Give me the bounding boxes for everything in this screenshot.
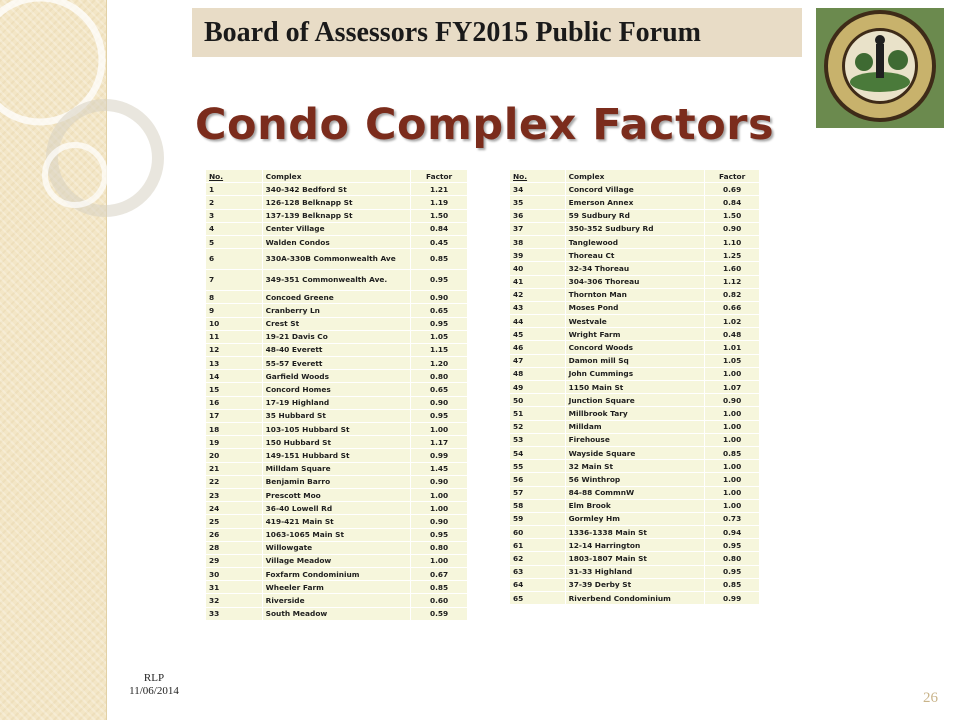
cell-no: 23 (206, 488, 263, 501)
cell-complex: 330A-330B Commonwealth Ave (262, 249, 411, 270)
cell-no: 15 (206, 383, 263, 396)
cell-complex: 59 Sudbury Rd (565, 209, 705, 222)
cell-no: 9 (206, 304, 263, 317)
cell-no: 30 (206, 568, 263, 581)
slide-title: Condo Complex Factors (195, 100, 775, 150)
table-row (510, 275, 760, 288)
cell-factor: 1.15 (411, 343, 468, 356)
cell-complex: Concord Woods (565, 341, 705, 354)
cell-factor: 0.73 (705, 512, 760, 525)
cell-complex: 126-128 Belknapp St (262, 196, 411, 209)
cell-complex: 17-19 Highland (262, 396, 411, 409)
cell-no: 17 (206, 409, 263, 422)
column-header-no: No. (206, 170, 263, 183)
cell-complex: Garfield Woods (262, 370, 411, 383)
cell-factor: 0.94 (705, 526, 760, 539)
cell-no: 63 (510, 565, 566, 578)
cell-factor: 0.80 (411, 370, 468, 383)
cell-no: 3 (206, 209, 263, 222)
cell-no: 22 (206, 475, 263, 488)
cell-no: 56 (510, 473, 566, 486)
cell-no: 33 (206, 607, 263, 620)
table-row (510, 301, 760, 314)
table-row (206, 436, 468, 449)
cell-no: 32 (206, 594, 263, 607)
table-row (206, 502, 468, 515)
cell-no: 12 (206, 343, 263, 356)
column-header-no: No. (510, 170, 566, 183)
cell-no: 35 (510, 196, 566, 209)
cell-no: 25 (206, 515, 263, 528)
table-row (510, 288, 760, 301)
cell-factor: 0.90 (411, 291, 468, 304)
table-row (510, 354, 760, 367)
cell-factor: 0.90 (411, 515, 468, 528)
cell-no: 36 (510, 209, 566, 222)
table-row (206, 488, 468, 501)
cell-no: 40 (510, 262, 566, 275)
cell-complex: 36-40 Lowell Rd (262, 502, 411, 515)
cell-complex: 84-88 CommnW (565, 486, 705, 499)
cell-factor: 0.90 (705, 394, 760, 407)
table-row (206, 462, 468, 475)
table-row (206, 449, 468, 462)
cell-no: 11 (206, 330, 263, 343)
cell-factor: 1.00 (705, 407, 760, 420)
cell-no: 55 (510, 460, 566, 473)
table-row (206, 249, 468, 270)
cell-complex: Firehouse (565, 433, 705, 446)
cell-factor: 1.00 (411, 423, 468, 436)
cell-no: 49 (510, 381, 566, 394)
table-row (510, 209, 760, 222)
cell-no: 13 (206, 357, 263, 370)
cell-complex: Milldam (565, 420, 705, 433)
cell-complex: Wayside Square (565, 446, 705, 459)
cell-complex: Concord Village (565, 183, 705, 196)
cell-no: 2 (206, 196, 263, 209)
table-row (510, 196, 760, 209)
table-header-row (206, 170, 468, 183)
cell-no: 29 (206, 554, 263, 567)
table-row (510, 367, 760, 380)
table-row (510, 394, 760, 407)
cell-no: 62 (510, 552, 566, 565)
cell-complex: 32-34 Thoreau (565, 262, 705, 275)
table-row (206, 423, 468, 436)
cell-no: 39 (510, 249, 566, 262)
cell-factor: 0.90 (411, 475, 468, 488)
cell-complex: 1150 Main St (565, 381, 705, 394)
cell-factor: 1.00 (705, 486, 760, 499)
page-number: 26 (923, 690, 938, 706)
cell-no: 41 (510, 275, 566, 288)
cell-factor: 1.05 (411, 330, 468, 343)
decorative-circles (0, 0, 180, 300)
table-row (206, 330, 468, 343)
table-row (510, 578, 760, 591)
cell-factor: 1.00 (705, 499, 760, 512)
cell-factor: 1.19 (411, 196, 468, 209)
cell-no: 38 (510, 235, 566, 248)
table-row (510, 235, 760, 248)
cell-complex: 350-352 Sudbury Rd (565, 222, 705, 235)
cell-factor: 1.50 (705, 209, 760, 222)
cell-factor: 0.84 (411, 222, 468, 235)
cell-factor: 1.00 (705, 420, 760, 433)
cell-factor: 0.99 (705, 592, 760, 605)
table-row (510, 565, 760, 578)
cell-complex: 55-57 Everett (262, 357, 411, 370)
table-row (510, 407, 760, 420)
cell-complex: Concoed Greene (262, 291, 411, 304)
cell-complex: Thornton Man (565, 288, 705, 301)
table-row (206, 222, 468, 235)
cell-complex: Moses Pond (565, 301, 705, 314)
cell-factor: 1.00 (705, 367, 760, 380)
cell-no: 31 (206, 581, 263, 594)
cell-factor: 0.95 (411, 528, 468, 541)
footer-author: RLP (143, 672, 165, 684)
table-row (206, 196, 468, 209)
cell-complex: Riverside (262, 594, 411, 607)
forum-title: Board of Assessors FY2015 Public Forum (192, 8, 802, 57)
column-header-factor: Factor (411, 170, 468, 183)
cell-factor: 0.90 (411, 396, 468, 409)
town-seal (816, 8, 944, 128)
cell-complex: Concord Homes (262, 383, 411, 396)
cell-no: 46 (510, 341, 566, 354)
cell-complex: 349-351 Commonwealth Ave. (262, 270, 411, 291)
cell-complex: 56 Winthrop (565, 473, 705, 486)
cell-no: 60 (510, 526, 566, 539)
table-row (206, 291, 468, 304)
cell-factor: 0.85 (705, 446, 760, 459)
footer-author-date (118, 672, 190, 698)
cell-no: 44 (510, 315, 566, 328)
cell-complex: Millbrook Tary (565, 407, 705, 420)
table-row (206, 317, 468, 330)
column-header-complex: Complex (565, 170, 705, 183)
table-row (510, 460, 760, 473)
cell-complex: Junction Square (565, 394, 705, 407)
cell-complex: Damon mill Sq (565, 354, 705, 367)
cell-no: 61 (510, 539, 566, 552)
cell-factor: 0.95 (411, 317, 468, 330)
cell-complex: 48-40 Everett (262, 343, 411, 356)
cell-complex: South Meadow (262, 607, 411, 620)
table-row (510, 446, 760, 459)
cell-complex: Westvale (565, 315, 705, 328)
cell-no: 18 (206, 423, 263, 436)
table-row (206, 383, 468, 396)
cell-factor: 0.95 (411, 270, 468, 291)
cell-complex: 1803-1807 Main St (565, 552, 705, 565)
cell-complex: Benjamin Barro (262, 475, 411, 488)
table-row (510, 315, 760, 328)
cell-complex: Riverbend Condominium (565, 592, 705, 605)
cell-factor: 1.12 (705, 275, 760, 288)
cell-factor: 0.85 (705, 578, 760, 591)
cell-complex: 137-139 Belknapp St (262, 209, 411, 222)
condo-factors-table-right (509, 169, 760, 605)
footer-date: 11/06/2014 (129, 685, 179, 697)
table-row (206, 581, 468, 594)
table-row (206, 528, 468, 541)
cell-no: 14 (206, 370, 263, 383)
cell-complex: Center Village (262, 222, 411, 235)
cell-factor: 0.85 (411, 249, 468, 270)
table-row (510, 183, 760, 196)
cell-complex: Crest St (262, 317, 411, 330)
cell-complex: 19-21 Davis Co (262, 330, 411, 343)
cell-no: 59 (510, 512, 566, 525)
cell-factor: 1.60 (705, 262, 760, 275)
table-row (510, 328, 760, 341)
cell-factor: 0.99 (411, 449, 468, 462)
cell-factor: 0.90 (705, 222, 760, 235)
cell-complex: 149-151 Hubbard St (262, 449, 411, 462)
table-row (206, 370, 468, 383)
cell-no: 48 (510, 367, 566, 380)
cell-no: 16 (206, 396, 263, 409)
cell-factor: 1.00 (411, 554, 468, 567)
table-row (206, 594, 468, 607)
table-row (510, 341, 760, 354)
table-row (206, 235, 468, 248)
cell-complex: Elm Brook (565, 499, 705, 512)
cell-no: 7 (206, 270, 263, 291)
table-row (510, 526, 760, 539)
table-row (206, 270, 468, 291)
table-row (206, 541, 468, 554)
cell-factor: 0.82 (705, 288, 760, 301)
cell-complex: John Cummings (565, 367, 705, 380)
cell-factor: 1.20 (411, 357, 468, 370)
cell-complex: Walden Condos (262, 235, 411, 248)
table-header-row (510, 170, 760, 183)
cell-complex: 12-14 Harrington (565, 539, 705, 552)
cell-no: 51 (510, 407, 566, 420)
table-row (206, 357, 468, 370)
cell-no: 24 (206, 502, 263, 515)
cell-factor: 0.65 (411, 383, 468, 396)
cell-factor: 0.48 (705, 328, 760, 341)
cell-factor: 1.05 (705, 354, 760, 367)
table-row (206, 209, 468, 222)
cell-factor: 1.17 (411, 436, 468, 449)
cell-complex: Tanglewood (565, 235, 705, 248)
table-row (510, 249, 760, 262)
cell-factor: 0.95 (705, 565, 760, 578)
cell-no: 1 (206, 183, 263, 196)
cell-complex: 35 Hubbard St (262, 409, 411, 422)
cell-complex: 340-342 Bedford St (262, 183, 411, 196)
cell-complex: 37-39 Derby St (565, 578, 705, 591)
cell-factor: 1.00 (705, 473, 760, 486)
cell-no: 53 (510, 433, 566, 446)
table-row (510, 486, 760, 499)
cell-no: 52 (510, 420, 566, 433)
cell-no: 34 (510, 183, 566, 196)
cell-no: 8 (206, 291, 263, 304)
cell-no: 19 (206, 436, 263, 449)
cell-no: 6 (206, 249, 263, 270)
table-row (206, 396, 468, 409)
column-header-factor: Factor (705, 170, 760, 183)
table-row (206, 183, 468, 196)
cell-factor: 0.66 (705, 301, 760, 314)
cell-factor: 0.85 (411, 581, 468, 594)
cell-complex: Village Meadow (262, 554, 411, 567)
cell-factor: 1.01 (705, 341, 760, 354)
cell-factor: 1.50 (411, 209, 468, 222)
cell-factor: 1.00 (705, 460, 760, 473)
cell-factor: 0.84 (705, 196, 760, 209)
cell-complex: 304-306 Thoreau (565, 275, 705, 288)
cell-factor: 1.00 (705, 433, 760, 446)
cell-complex: 32 Main St (565, 460, 705, 473)
cell-factor: 1.45 (411, 462, 468, 475)
cell-no: 21 (206, 462, 263, 475)
cell-complex: 103-105 Hubbard St (262, 423, 411, 436)
condo-factors-table-left (205, 169, 468, 621)
cell-factor: 0.45 (411, 235, 468, 248)
cell-factor: 1.10 (705, 235, 760, 248)
table-row (510, 539, 760, 552)
cell-complex: 419-421 Main St (262, 515, 411, 528)
cell-complex: Milldam Square (262, 462, 411, 475)
cell-factor: 0.69 (705, 183, 760, 196)
cell-no: 50 (510, 394, 566, 407)
cell-no: 65 (510, 592, 566, 605)
cell-factor: 0.67 (411, 568, 468, 581)
cell-complex: Wheeler Farm (262, 581, 411, 594)
table-row (510, 592, 760, 605)
cell-complex: Wright Farm (565, 328, 705, 341)
cell-no: 10 (206, 317, 263, 330)
table-row (206, 475, 468, 488)
cell-factor: 1.21 (411, 183, 468, 196)
table-row (206, 607, 468, 620)
cell-factor: 1.07 (705, 381, 760, 394)
cell-factor: 0.59 (411, 607, 468, 620)
table-row (510, 420, 760, 433)
table-row (510, 473, 760, 486)
table-row (206, 343, 468, 356)
cell-factor: 0.95 (411, 409, 468, 422)
column-header-complex: Complex (262, 170, 411, 183)
cell-factor: 0.60 (411, 594, 468, 607)
cell-no: 5 (206, 235, 263, 248)
cell-complex: Thoreau Ct (565, 249, 705, 262)
cell-complex: Foxfarm Condominium (262, 568, 411, 581)
table-row (206, 554, 468, 567)
cell-no: 4 (206, 222, 263, 235)
cell-complex: 150 Hubbard St (262, 436, 411, 449)
cell-factor: 1.25 (705, 249, 760, 262)
table-row (510, 433, 760, 446)
table-row (206, 304, 468, 317)
cell-no: 45 (510, 328, 566, 341)
table-row (206, 409, 468, 422)
cell-no: 26 (206, 528, 263, 541)
table-row (510, 262, 760, 275)
cell-no: 57 (510, 486, 566, 499)
cell-factor: 0.95 (705, 539, 760, 552)
cell-factor: 1.02 (705, 315, 760, 328)
table-row (510, 512, 760, 525)
cell-complex: Willowgate (262, 541, 411, 554)
cell-no: 37 (510, 222, 566, 235)
cell-factor: 1.00 (411, 502, 468, 515)
table-row (510, 499, 760, 512)
cell-complex: Gormley Hm (565, 512, 705, 525)
cell-complex: 31-33 Highland (565, 565, 705, 578)
cell-complex: Prescott Moo (262, 488, 411, 501)
table-row (206, 568, 468, 581)
cell-no: 54 (510, 446, 566, 459)
table-row (510, 381, 760, 394)
cell-factor: 1.00 (411, 488, 468, 501)
cell-complex: 1336-1338 Main St (565, 526, 705, 539)
table-row (510, 222, 760, 235)
cell-complex: 1063-1065 Main St (262, 528, 411, 541)
cell-factor: 0.80 (411, 541, 468, 554)
cell-factor: 0.80 (705, 552, 760, 565)
cell-no: 47 (510, 354, 566, 367)
cell-no: 58 (510, 499, 566, 512)
cell-no: 43 (510, 301, 566, 314)
cell-complex: Cranberry Ln (262, 304, 411, 317)
cell-no: 42 (510, 288, 566, 301)
cell-complex: Emerson Annex (565, 196, 705, 209)
table-row (510, 552, 760, 565)
cell-no: 20 (206, 449, 263, 462)
cell-factor: 0.65 (411, 304, 468, 317)
cell-no: 64 (510, 578, 566, 591)
table-row (206, 515, 468, 528)
cell-no: 28 (206, 541, 263, 554)
